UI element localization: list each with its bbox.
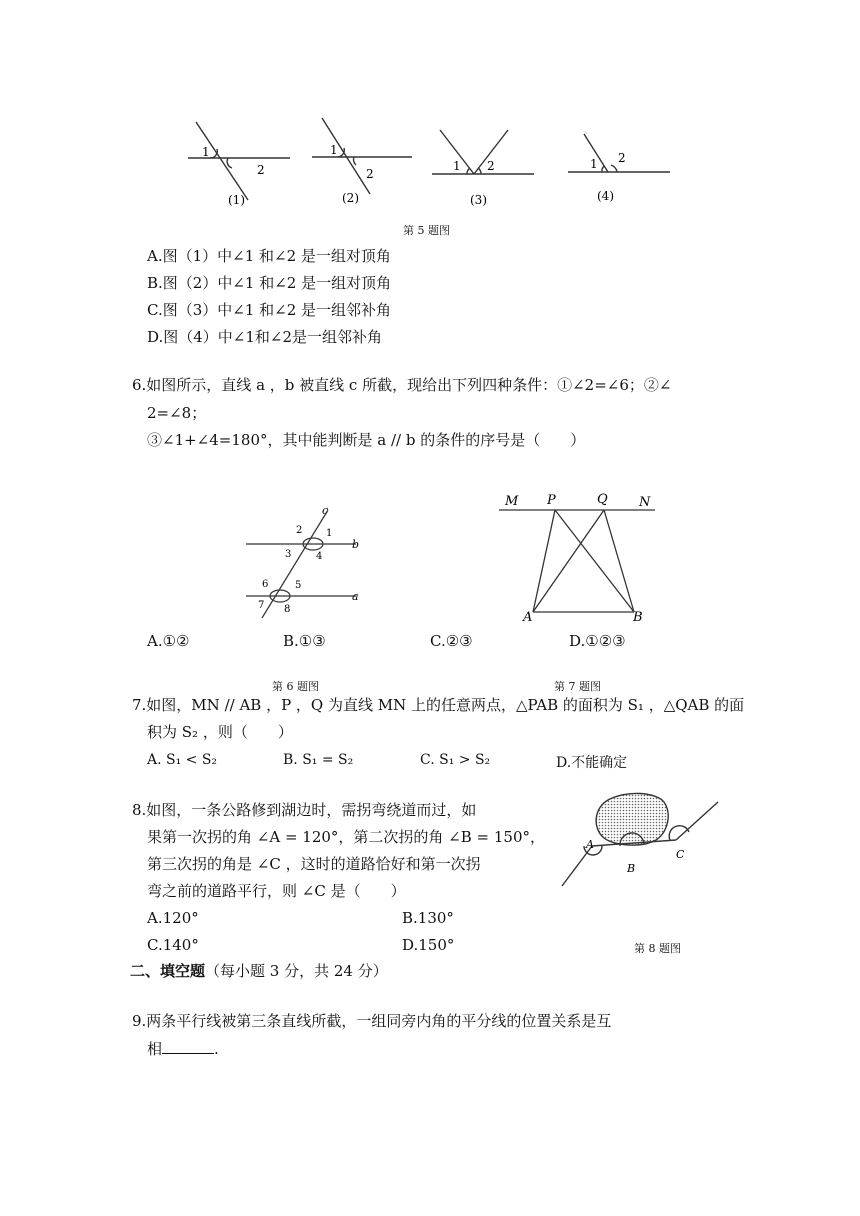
q6-label-2: 2 — [296, 525, 303, 536]
q9-stem-line2 — [147, 1036, 219, 1063]
q5-fig4-angle1: 1 — [590, 157, 598, 171]
q5-option-d: D.图（4）中∠1和∠2是一组邻补角 — [147, 328, 383, 346]
q6-figure — [240, 500, 380, 620]
q8-option-c: C.140° — [147, 936, 199, 954]
q6-stem-line1: 6.如图所示，直线 a ，b 被直线 c 所截，现给出下列四种条件：①∠2=∠6；②∠ — [132, 376, 672, 394]
q5-fig3-label: (3) — [470, 193, 487, 207]
q5-figure-2 — [312, 118, 412, 194]
q6-label-7: 7 — [258, 600, 265, 611]
q5-fig1-angle1: 1 — [202, 145, 210, 159]
lake-shape — [596, 793, 668, 845]
q9-line2-text: 相 — [147, 1040, 163, 1058]
section2-title: 二、填空题 — [130, 962, 206, 980]
q7-label-n: N — [639, 495, 651, 510]
q6-option-d: D.①②③ — [569, 632, 626, 650]
q5-fig1-angle2: 2 — [257, 163, 265, 177]
q6-label-1: 1 — [326, 528, 333, 539]
q6-caption: 第 6 题图 — [272, 680, 319, 693]
q8-stem-line4: 弯之前的道路平行，则 ∠C 是（ ） — [147, 882, 406, 900]
q6-option-a: A.①② — [147, 632, 190, 650]
q8-option-d: D.150° — [402, 936, 455, 954]
q7-figure — [495, 488, 665, 628]
q6-option-c: C.②③ — [430, 632, 473, 650]
q9-answer-blank[interactable] — [162, 1039, 214, 1054]
q5-fig3-angle2: 2 — [487, 159, 495, 173]
q6-label-5: 5 — [295, 580, 302, 591]
q5-option-c: C.图（3）中∠1 和∠2 是一组邻补角 — [147, 301, 392, 319]
q6-label-8: 8 — [284, 604, 291, 615]
q5-fig2-label: (2) — [342, 191, 359, 205]
q6-label-6: 6 — [262, 579, 269, 590]
q8-label-b: B — [627, 862, 636, 875]
q5-fig4-label: (4) — [597, 189, 614, 203]
q5-figures — [170, 110, 690, 215]
q7-option-d: D.不能确定 — [556, 755, 628, 771]
q6-label-3: 3 — [285, 549, 292, 560]
q7-option-a: A. S₁ < S₂ — [147, 752, 218, 768]
q7-label-p: P — [547, 493, 556, 508]
q7-caption: 第 7 题图 — [554, 680, 601, 693]
q5-caption: 第 5 题图 — [403, 224, 450, 237]
q5-fig1-label: (1) — [228, 193, 245, 207]
q6-stem-line2: 2=∠8； — [147, 404, 207, 422]
q5-fig3-angle1: 1 — [453, 159, 461, 173]
q5-option-b: B.图（2）中∠1 和∠2 是一组对顶角 — [147, 274, 392, 292]
q6-option-b: B.①③ — [283, 632, 326, 650]
q8-stem-line2: 果第一次拐的角 ∠A = 120°，第二次拐的角 ∠B = 150°， — [147, 828, 545, 846]
q8-option-b: B.130° — [402, 909, 454, 927]
q6-stem-line3: ③∠1+∠4=180°，其中能判断是 a // b 的条件的序号是（ ） — [147, 431, 586, 449]
q8-stem-line1: 8.如图，一条公路修到湖边时，需拐弯绕道而过，如 — [132, 801, 477, 819]
section2-heading — [130, 958, 388, 985]
q8-label-a: A — [586, 838, 594, 851]
q5-fig2-angle1: 1 — [330, 143, 338, 157]
q8-caption: 第 8 题图 — [634, 942, 681, 955]
q5-figure-3 — [432, 130, 534, 174]
q6-label-a: a — [352, 590, 359, 603]
q5-fig2-angle2: 2 — [366, 167, 374, 181]
q7-label-q: Q — [597, 492, 608, 507]
q7-label-m: M — [505, 494, 519, 509]
q5-fig4-angle2: 2 — [618, 151, 626, 165]
q7-option-c: C. S₁ > S₂ — [420, 752, 491, 768]
q6-label-c: c — [322, 504, 329, 517]
section2-note: （每小题 3 分，共 24 分） — [205, 962, 388, 980]
q9-stem-line1: 9.两条平行线被第三条直线所截，一组同旁内角的平分线的位置关系是互 — [132, 1012, 612, 1030]
q7-option-b: B. S₁ = S₂ — [283, 752, 354, 768]
q7-stem-line1: 7.如图，MN // AB ，P ，Q 为直线 MN 上的任意两点，△PAB 的面积为 S₁ ，△QAB 的面 — [132, 696, 745, 714]
q7-stem-line2: 积为 S₂ ，则（ ） — [147, 723, 293, 741]
q7-label-b: B — [633, 610, 643, 625]
q8-figure — [556, 788, 726, 893]
q9-line2-tail: . — [214, 1040, 219, 1058]
q8-option-a: A.120° — [147, 909, 199, 927]
q7-label-a: A — [523, 610, 533, 625]
q5-figure-1 — [188, 122, 290, 200]
q5-option-a: A.图（1）中∠1 和∠2 是一组对顶角 — [147, 247, 391, 265]
q8-stem-line3: 第三次拐的角是 ∠C ，这时的道路恰好和第一次拐 — [147, 855, 481, 873]
q6-label-4: 4 — [316, 551, 323, 562]
q8-label-c: C — [676, 848, 685, 861]
q6-label-b: b — [352, 538, 360, 551]
